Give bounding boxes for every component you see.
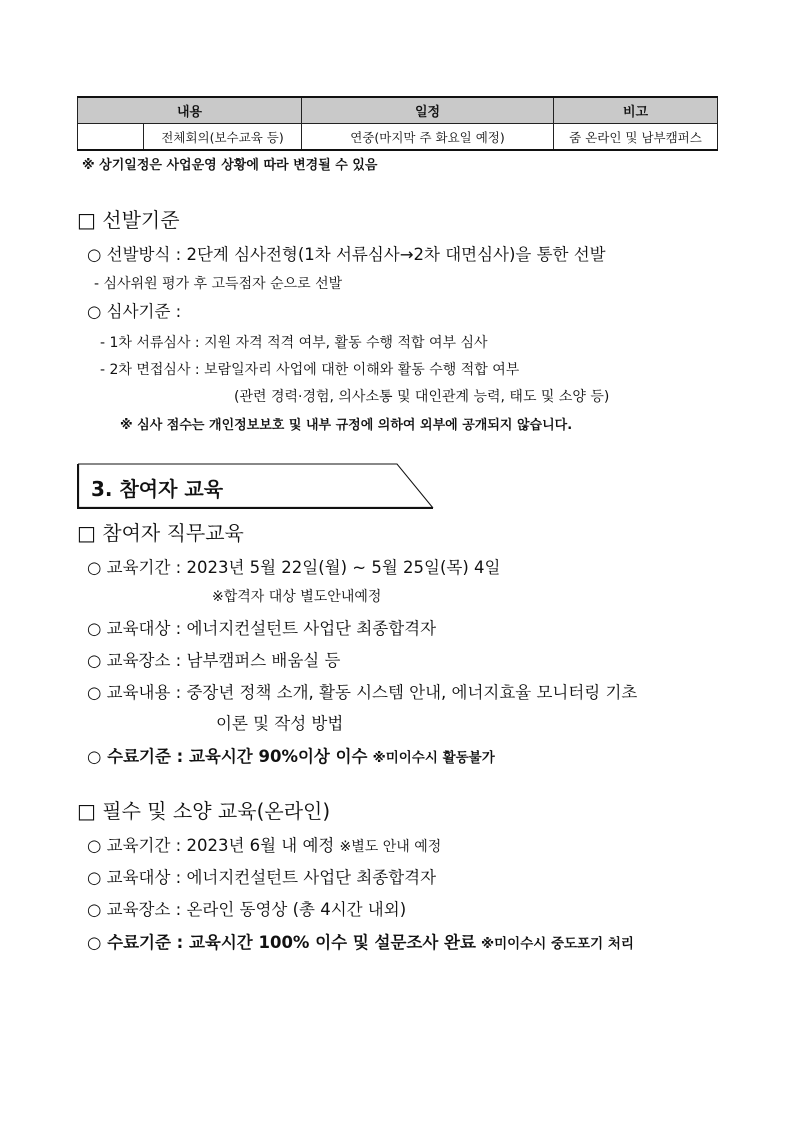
selection-method: ○ 선발방식 : 2단계 심사전형(1차 서류심사→2차 대면심사)을 통한 선발 xyxy=(87,245,606,264)
table-row xyxy=(78,124,718,151)
schedule-table xyxy=(77,96,718,151)
online-training-period-note: ※별도 안내 예정 xyxy=(339,839,442,855)
header-schedule: 일정 xyxy=(302,97,554,124)
header-remark: 비고 xyxy=(554,97,718,124)
online-training-target: ○ 교육대상 : 에너지컨설턴트 사업단 최종합격자 xyxy=(87,868,437,887)
selection-notice: ※ 심사 점수는 개인정보보호 및 내부 규정에 의하여 외부에 공개되지 않습니다. xyxy=(120,418,573,433)
cell-schedule: 연중(마지막 주 화요일 예정) xyxy=(302,124,554,151)
header-content: 내용 xyxy=(78,97,302,124)
job-training-period: ○ 교육기간 : 2023년 5월 22일(월) ~ 5월 25일(목) 4일 xyxy=(87,558,501,577)
job-training-completion-note: ※미이수시 활동불가 xyxy=(372,750,495,766)
schedule-note: ※ 상기일정은 사업운영 상황에 따라 변경될 수 있음 xyxy=(82,158,378,173)
cell-blank xyxy=(78,124,144,151)
chapter-title: 3. 참여자 교육 xyxy=(91,477,224,501)
cell-remark: 줌 온라인 및 남부캠퍼스 xyxy=(554,124,718,151)
job-training-heading: □ 참여자 직무교육 xyxy=(77,521,244,545)
selection-method-sub: - 심사위원 평가 후 고득점자 순으로 선발 xyxy=(94,276,343,292)
job-training-completion-line xyxy=(87,743,495,767)
job-training-content: ○ 교육내용 : 중장년 정책 소개, 활동 시스템 안내, 에너지효율 모니터링 기초 xyxy=(87,683,638,702)
criteria-first: - 1차 서류심사 : 지원 자격 적격 여부, 활동 수행 적합 여부 심사 xyxy=(100,335,488,351)
online-training-completion-line xyxy=(87,929,634,953)
online-training-completion-note: ※미이수시 중도포기 처리 xyxy=(480,936,634,952)
cell-content: 전체회의(보수교육 등) xyxy=(144,124,302,151)
criteria-second: - 2차 면접심사 : 보람일자리 사업에 대한 이해와 활동 수행 적합 여부 xyxy=(100,362,520,378)
chapter-banner xyxy=(77,463,437,509)
online-training-period-line xyxy=(87,832,441,856)
criteria-second-detail: (관련 경력·경험, 의사소통 및 대인관계 능력, 태도 및 소양 등) xyxy=(234,389,610,405)
online-training-completion: ○ 수료기준 : 교육시간 100% 이수 및 설문조사 완료 xyxy=(87,933,476,952)
online-training-heading: □ 필수 및 소양 교육(온라인) xyxy=(77,799,331,823)
job-training-place: ○ 교육장소 : 남부캠퍼스 배움실 등 xyxy=(87,651,341,670)
job-training-content-cont: 이론 및 작성 방법 xyxy=(216,714,344,733)
selection-heading: □ 선발기준 xyxy=(77,208,180,232)
table-header-row xyxy=(78,97,718,124)
job-training-target: ○ 교육대상 : 에너지컨설턴트 사업단 최종합격자 xyxy=(87,619,437,638)
job-training-completion: ○ 수료기준 : 교육시간 90%이상 이수 xyxy=(87,747,368,766)
selection-criteria: ○ 심사기준 : xyxy=(87,302,182,321)
online-training-period: ○ 교육기간 : 2023년 6월 내 예정 xyxy=(87,836,335,855)
online-training-place: ○ 교육장소 : 온라인 동영상 (총 4시간 내외) xyxy=(87,900,407,919)
job-training-period-note: ※합격자 대상 별도안내예정 xyxy=(212,589,382,605)
